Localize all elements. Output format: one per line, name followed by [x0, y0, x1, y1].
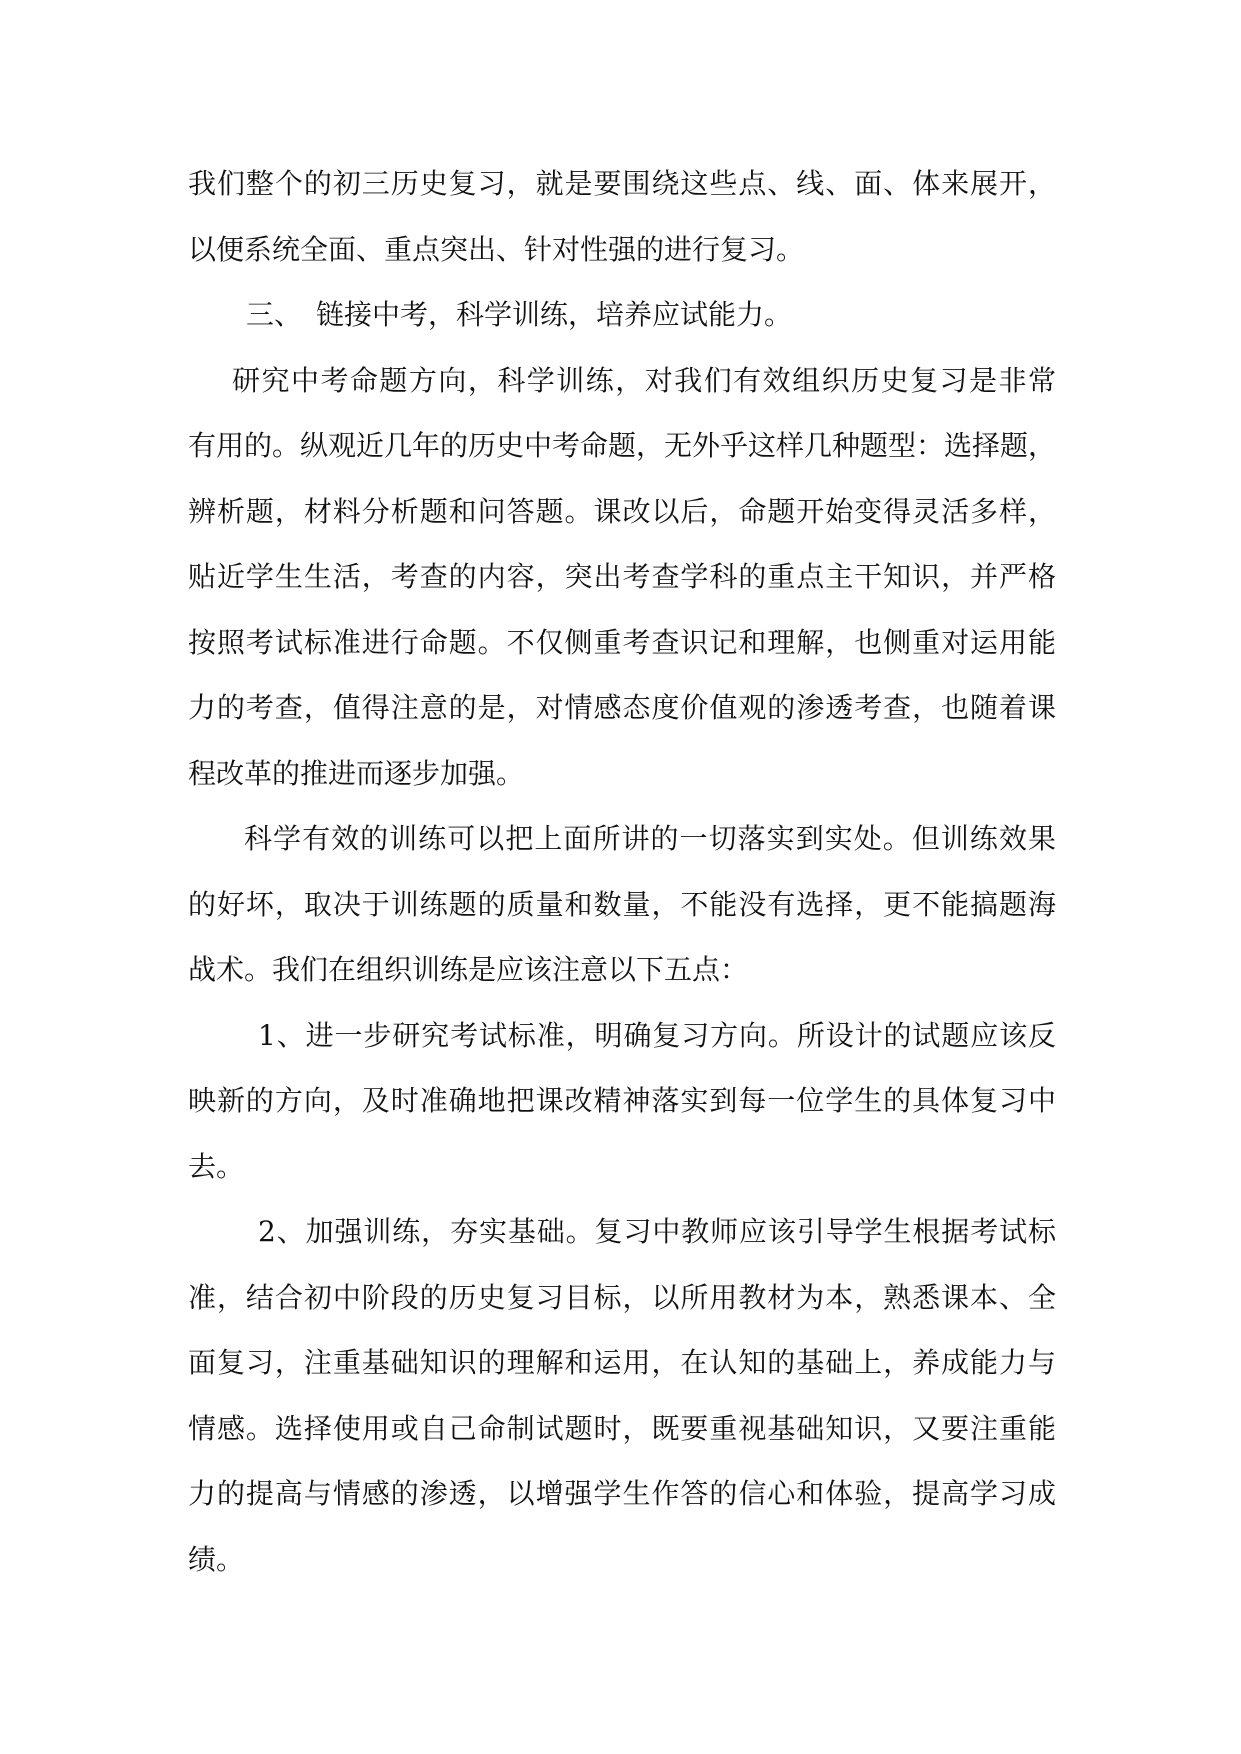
paragraph-line: 2、加强训练，夯实基础。复习中教师应该引导学生根据考试标 — [258, 1215, 1056, 1248]
list-item-2 — [188, 1199, 1056, 1592]
paragraph-line: 有用的。纵观近几年的历史中考命题，无外乎这样几种题型：选择题， — [188, 429, 1056, 462]
paragraph-line: 战术。我们在组织训练是应该注意以下五点： — [188, 953, 749, 986]
paragraph-line: 以便系统全面、重点突出、针对性强的进行复习。 — [188, 232, 805, 266]
paragraph-line: 辨析题，材料分析题和问答题。课改以后，命题开始变得灵活多样， — [188, 494, 1056, 528]
paragraph-line: 力的提高与情感的渗透，以增强学生作答的信心和体验，提高学习成 — [188, 1477, 1056, 1510]
paragraph-exam-trends — [188, 348, 1056, 807]
paragraph-line: 科学有效的训练可以把上面所讲的一切落实到实处。但训练效果 — [244, 822, 1056, 855]
paragraph-line: 准，结合初中阶段的历史复习目标，以所用教材为本，熟悉课本、全 — [188, 1280, 1056, 1314]
paragraph-line: 程改革的推进而逐步加强。 — [188, 756, 525, 790]
section-heading — [188, 282, 1056, 348]
paragraph-line: 1、进一步研究考试标准，明确复习方向。所设计的试题应该反 — [258, 1018, 1056, 1052]
paragraph-line: 我们整个的初三历史复习，就是要围绕这些点、线、面、体来展开， — [188, 167, 1056, 200]
paragraph-line: 绩。 — [188, 1542, 245, 1576]
paragraph-line: 面复习，注重基础知识的理解和运用，在认知的基础上，养成能力与 — [188, 1346, 1056, 1379]
section-number: 三、 — [246, 298, 303, 331]
paragraph-line: 情感。选择使用或自己命制试题时，既要重视基础知识，又要注重能 — [188, 1411, 1056, 1445]
paragraph-line: 的好坏，取决于训练题的质量和数量，不能没有选择，更不能搞题海 — [188, 887, 1056, 921]
paragraph-line: 研究中考命题方向，科学训练，对我们有效组织历史复习是非常 — [232, 363, 1056, 397]
paragraph-line: 去。 — [188, 1149, 245, 1183]
section-title: 链接中考，科学训练，培养应试能力。 — [316, 298, 793, 331]
paragraph-line: 贴近学生生活，考查的内容，突出考查学科的重点主干知识，并严格 — [188, 560, 1056, 593]
paragraph-line: 映新的方向，及时准确地把课改精神落实到每一位学生的具体复习中 — [188, 1084, 1056, 1117]
paragraph-line: 力的考查，值得注意的是，对情感态度价值观的渗透考查，也随着课 — [188, 691, 1056, 724]
list-item-1 — [188, 1003, 1056, 1200]
paragraph-training — [188, 806, 1056, 1003]
paragraph-review-scope — [188, 151, 1056, 282]
paragraph-line: 按照考试标准进行命题。不仅侧重考查识记和理解，也侧重对运用能 — [188, 625, 1056, 659]
document-body — [188, 151, 1056, 1592]
